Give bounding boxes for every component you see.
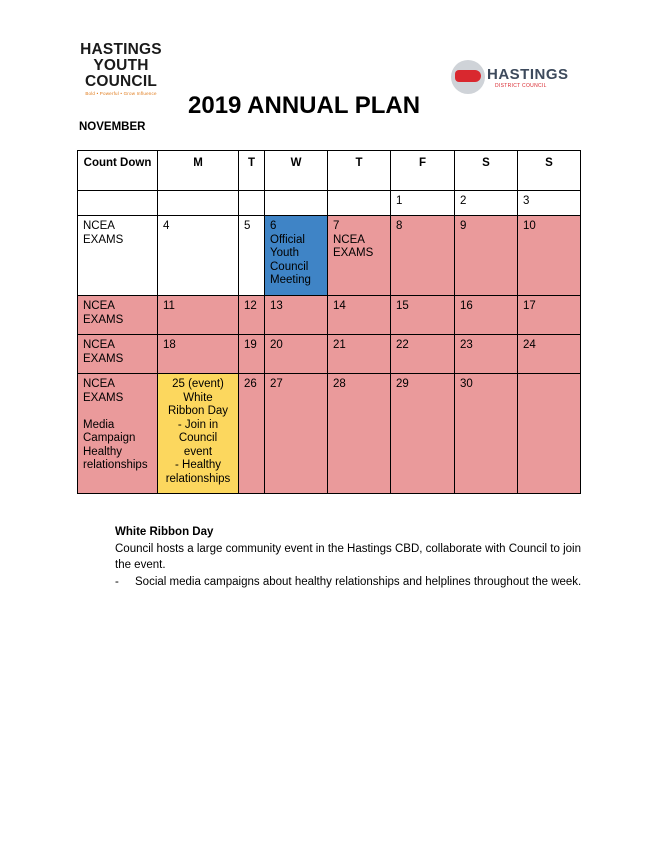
header-sun: S: [518, 151, 581, 191]
header-wed: W: [265, 151, 328, 191]
header-mon: M: [158, 151, 239, 191]
note-bullet: [115, 574, 585, 591]
day-cell: 13: [265, 296, 328, 335]
header-thu: T: [328, 151, 391, 191]
hastings-youth-council-logo: [80, 42, 162, 96]
countdown-cell: NCEA EXAMS Media Campaign Healthy relationships: [78, 374, 158, 494]
day-cell: 15: [391, 296, 455, 335]
day-cell: 29: [391, 374, 455, 494]
day-cell: 24: [518, 335, 581, 374]
calendar-table: [77, 150, 581, 494]
day-cell: 30: [455, 374, 518, 494]
cell: [158, 191, 239, 216]
cell: [265, 191, 328, 216]
countdown-cell: NCEA EXAMS: [78, 335, 158, 374]
hdc-logo-sub: DISTRICT COUNCIL: [495, 83, 547, 89]
table-row: [78, 374, 581, 494]
cell: [239, 191, 265, 216]
header-countdown: Count Down: [78, 151, 158, 191]
page-title: 2019 ANNUAL PLAN: [188, 92, 421, 119]
note-paragraph: Council hosts a large community event in the Hastings CBD, collaborate with Council to join the event.: [115, 542, 581, 571]
hdc-emblem-icon: [451, 60, 485, 94]
day-cell: 26: [239, 374, 265, 494]
header-tue: T: [239, 151, 265, 191]
hastings-district-council-logo: [451, 60, 571, 96]
logo-line-3: COUNCIL: [84, 73, 157, 90]
day-cell: 16: [455, 296, 518, 335]
cell: [78, 191, 158, 216]
cell: 1: [391, 191, 455, 216]
day-cell: 9: [455, 216, 518, 296]
header-fri: F: [391, 151, 455, 191]
logo-line-2: YOUTH: [93, 57, 149, 74]
day-cell: 14: [328, 296, 391, 335]
bullet-dash: -: [115, 575, 119, 588]
countdown-cell: NCEA EXAMS: [78, 216, 158, 296]
day-cell: 18: [158, 335, 239, 374]
day-cell: 5: [239, 216, 265, 296]
bullet-text: Social media campaigns about healthy relationships and helplines throughout the week.: [135, 575, 582, 588]
day-cell-meeting: 6 Official Youth Council Meeting: [265, 216, 328, 296]
day-cell: 23: [455, 335, 518, 374]
day-cell: 12: [239, 296, 265, 335]
day-cell: [518, 374, 581, 494]
countdown-cell: NCEA EXAMS: [78, 296, 158, 335]
day-cell: 22: [391, 335, 455, 374]
header-sat: S: [455, 151, 518, 191]
logo-tagline: Bold • Powerful • Grow Influence: [85, 91, 157, 96]
note-heading: White Ribbon Day: [115, 526, 214, 538]
day-cell: 8: [391, 216, 455, 296]
table-row: [78, 296, 581, 335]
day-cell: 17: [518, 296, 581, 335]
table-row: [78, 335, 581, 374]
cell: 3: [518, 191, 581, 216]
cell: 2: [455, 191, 518, 216]
table-row: [78, 191, 581, 216]
day-cell-white-ribbon-event: 25 (event) White Ribbon Day - Join in Council event - Healthy relationships: [158, 374, 239, 494]
day-cell: 10: [518, 216, 581, 296]
table-row: [78, 216, 581, 296]
day-cell: 4: [158, 216, 239, 296]
logo-line-1: HASTINGS: [80, 41, 162, 58]
header-row: [78, 151, 581, 191]
day-cell: 7 NCEA EXAMS: [328, 216, 391, 296]
event-note: [115, 524, 585, 590]
day-cell: 21: [328, 335, 391, 374]
day-cell: 20: [265, 335, 328, 374]
day-cell: 19: [239, 335, 265, 374]
cell: [328, 191, 391, 216]
day-cell: 11: [158, 296, 239, 335]
day-cell: 28: [328, 374, 391, 494]
day-cell: 27: [265, 374, 328, 494]
hdc-logo-name: HASTINGS: [487, 66, 569, 83]
month-label: NOVEMBER: [79, 121, 146, 133]
